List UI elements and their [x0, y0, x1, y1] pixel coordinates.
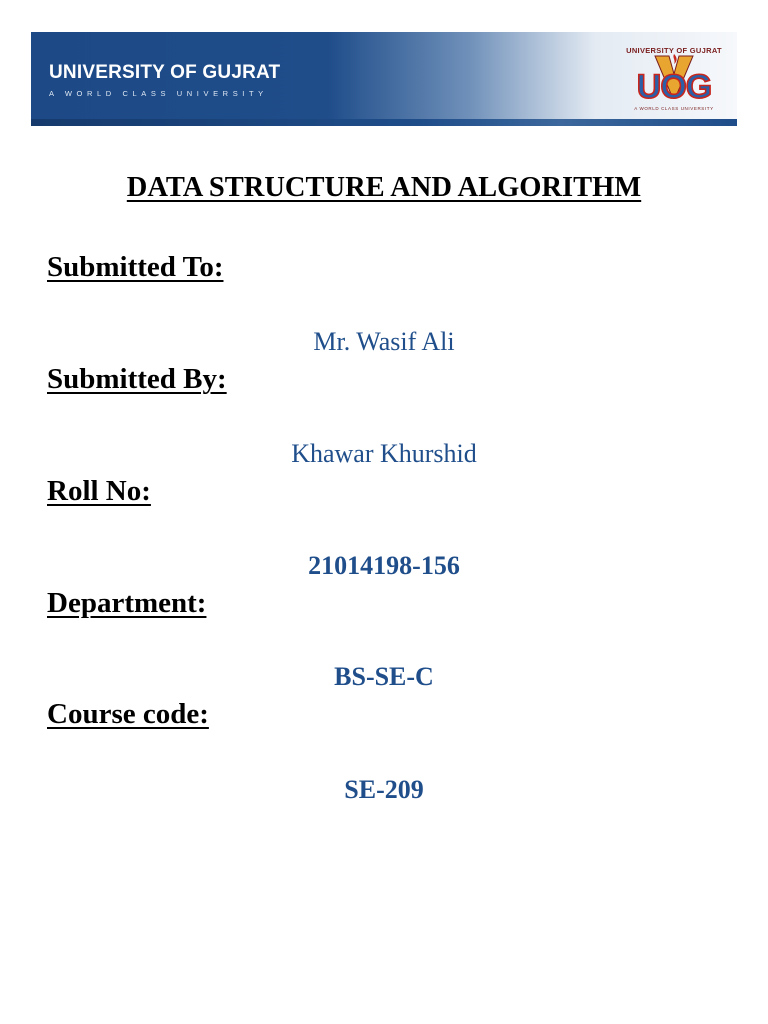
university-name: UNIVERSITY OF GUJRAT [49, 62, 281, 83]
submitted-to-value: Mr. Wasif Ali [313, 327, 455, 356]
submitted-by-value: Khawar Khurshid [291, 439, 477, 468]
banner-stripe [31, 119, 737, 126]
logo-top-text: UNIVERSITY OF GUJRAT [626, 46, 722, 55]
department-value: BS-SE-C [334, 662, 434, 691]
roll-no-value: 21014198-156 [308, 551, 460, 580]
uog-logo [617, 44, 731, 122]
document-title: DATA STRUCTURE AND ALGORITHM [126, 172, 642, 203]
university-tagline: A WORLD CLASS UNIVERSITY [49, 89, 268, 98]
submitted-by-label: Submitted By: [47, 363, 227, 395]
department-label: Department: [47, 587, 207, 619]
uog-emblem-icon [617, 54, 731, 106]
submitted-to-label: Submitted To: [47, 251, 224, 283]
logo-bottom-text: A WORLD CLASS UNIVERSITY [634, 106, 714, 111]
roll-no-label: Roll No: [47, 475, 151, 507]
course-code-label: Course code: [47, 698, 209, 730]
logo-letters: UOG [636, 68, 712, 106]
university-banner [31, 32, 737, 126]
course-code-value: SE-209 [344, 775, 424, 804]
